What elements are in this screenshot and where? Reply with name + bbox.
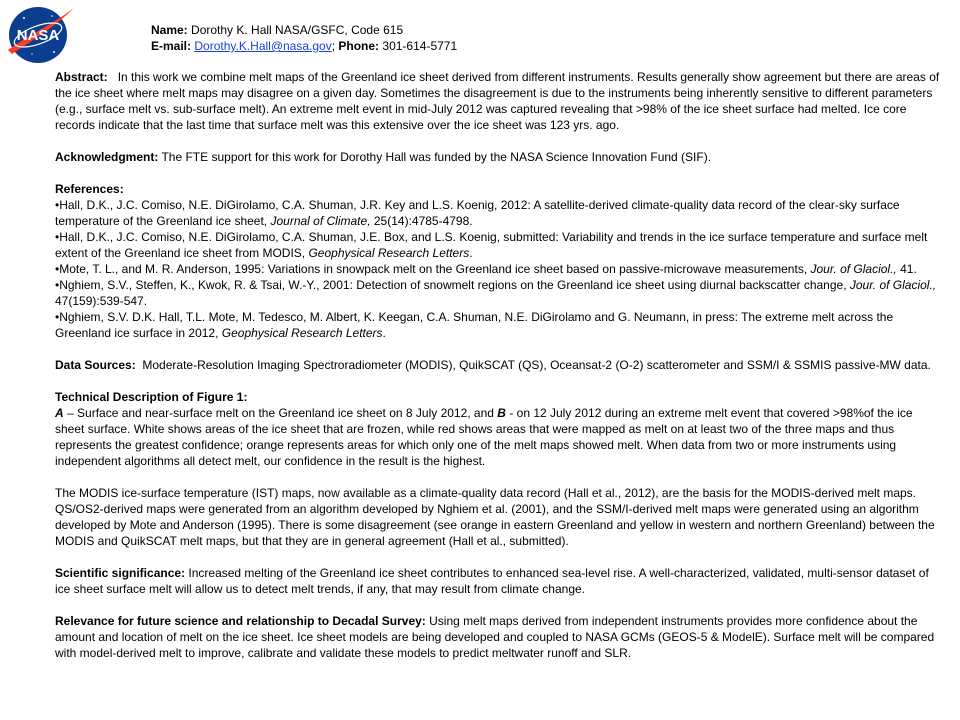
acknowledgment-section xyxy=(55,149,941,165)
references-label: References: xyxy=(55,182,124,196)
acknowledgment-label: Acknowledgment: xyxy=(55,150,159,164)
document-body xyxy=(55,69,941,677)
significance-label: Scientific significance: xyxy=(55,566,186,580)
data-sources-text: Moderate-Resolution Imaging Spectroradiometer (MODIS), QuikSCAT (QS), Oceansat-2 (O-2) scatterometer and SSM/I & SSMIS passive-MW data. xyxy=(142,358,931,372)
figure-a-text: – Surface and near-surface melt on the Greenland ice sheet on 8 July 2012, and xyxy=(67,406,494,420)
technical-description-section xyxy=(55,389,941,469)
figure-b-letter: B xyxy=(497,406,506,420)
abstract-section xyxy=(55,69,941,133)
abstract-text: In this work we combine melt maps of the Greenland ice sheet derived from different instruments. Results generally show agreement but there are areas of the ice sheet where melt maps may disagree on a given day. Sometimes the disagreement is due to the instruments being inherently sensitive to different parameters (e.g., surface melt vs. sub-surface melt). An extreme melt event in mid-July 2012 was captured revealing that >98% of the ice sheet surface had melted. Ice core records indicate that the last time that surface melt was this extensive over the ice sheet was 123 yrs. ago. xyxy=(55,70,940,132)
reference-item: •Nghiem, S.V., Steffen, K., Kwok, R. & Tsai, W.-Y., 2001: Detection of snowmelt regions on the Greenland ice sheet using diurnal backscatter change, Jour. of Glaciol., 47(159):539-547. xyxy=(55,278,937,308)
reference-item: •Mote, T. L., and M. R. Anderson, 1995: Variations in snowpack melt on the Greenland ice sheet based on passive-microwave measurements, Jour. of Glaciol., 41. xyxy=(55,262,917,276)
email-link[interactable]: Dorothy.K.Hall@nasa.gov xyxy=(194,39,332,53)
phone-value: 301-614-5771 xyxy=(382,39,458,53)
data-sources-label: Data Sources: xyxy=(55,358,136,372)
relevance-section xyxy=(55,613,941,661)
logo-text: NASA xyxy=(16,27,60,44)
technical-label: Technical Description of Figure 1: xyxy=(55,390,248,404)
significance-section xyxy=(55,565,941,597)
figure-b-text: - on 12 July 2012 during an extreme melt event that covered >98%of the ice sheet surface. White shows areas of the ice sheet that are frozen, while red shows areas that were mapped as melt on at least two of the three maps and thus represents the greatest confidence; orange represents areas for which only one of the melt maps showed melt. When data from two or more instruments using independent algorithms all detect melt, our confidence in the result is the highest. xyxy=(55,406,913,468)
references-section xyxy=(55,181,941,341)
phone-label: Phone: xyxy=(338,39,380,53)
contact-header xyxy=(151,22,457,54)
relevance-text: Using melt maps derived from independent instruments provides more confidence about the amount and location of melt on the ice sheet. Ice sheet models are being developed and coupled to NASA GCMs (GEOS-5 & ModelE). Surface melt will be compared with model-derived melt to improve, calibrate and validate these models to predict meltwater runoff and SLR. xyxy=(55,614,935,660)
abstract-label: Abstract: xyxy=(55,70,108,84)
data-sources-section xyxy=(55,357,941,373)
name-line xyxy=(151,22,457,38)
reference-item: •Nghiem, S.V. D.K. Hall, T.L. Mote, M. Tedesco, M. Albert, K. Keegan, C.A. Shuman, N.E. DiGirolamo and G. Neumann, in press: The extreme melt across the Greenland ice surface in 2012, Geophysical Research Letters. xyxy=(55,310,894,340)
relevance-label: Relevance for future science and relationship to Decadal Survey: xyxy=(55,614,426,628)
significance-text: Increased melting of the Greenland ice sheet contributes to enhanced sea-level rise. A well-characterized, validated, multi-sensor dataset of ice sheet surface melt will allow us to detect melt trends, if any, that may result from climate change. xyxy=(55,566,929,596)
acknowledgment-text: The FTE support for this work for Dorothy Hall was funded by the NASA Science Innovation Fund (SIF). xyxy=(161,150,712,164)
reference-item: •Hall, D.K., J.C. Comiso, N.E. DiGirolamo, C.A. Shuman, J.R. Key and L.S. Koenig, 2012: A satellite-derived climate-quality data record of the clear-sky surface temperature of the Greenland ice sheet, Journal of Climate, 25(14):4785-4798. xyxy=(55,198,900,228)
nasa-logo xyxy=(4,4,76,64)
figure-a-letter: A xyxy=(55,406,64,420)
reference-item: •Hall, D.K., J.C. Comiso, N.E. DiGirolamo, C.A. Shuman, J.E. Box, and L.S. Koenig, submitted: Variability and trends in the ice surface temperature and surface melt extent of the Greenland ice sheet from MODIS, Geophysical Research Letters. xyxy=(55,230,928,260)
technical-paragraph-2: The MODIS ice-surface temperature (IST) maps, now available as a climate-quality data record (Hall et al., 2012), are the basis for the MODIS-derived melt maps. QS/OS2-derived maps were generated from an algorithm developed by Nghiem et al. (2001), and the SSM/I-derived melt maps were generated using an algorithm developed by Mote and Anderson (1995). There is some disagreement (see orange in eastern Greenland and yellow in western and northern Greenland) between the MODIS and QuikSCAT melt maps, but that they are in general agreement (Hall et al., submitted). xyxy=(55,486,935,548)
email-label: E-mail: xyxy=(151,39,192,53)
name-value: Dorothy K. Hall NASA/GSFC, Code 615 xyxy=(191,23,404,37)
email-line: E-mail: Dorothy.K.Hall@nasa.gov; Phone: 301-614-5771 xyxy=(151,39,458,53)
name-label: Name: xyxy=(151,23,188,37)
